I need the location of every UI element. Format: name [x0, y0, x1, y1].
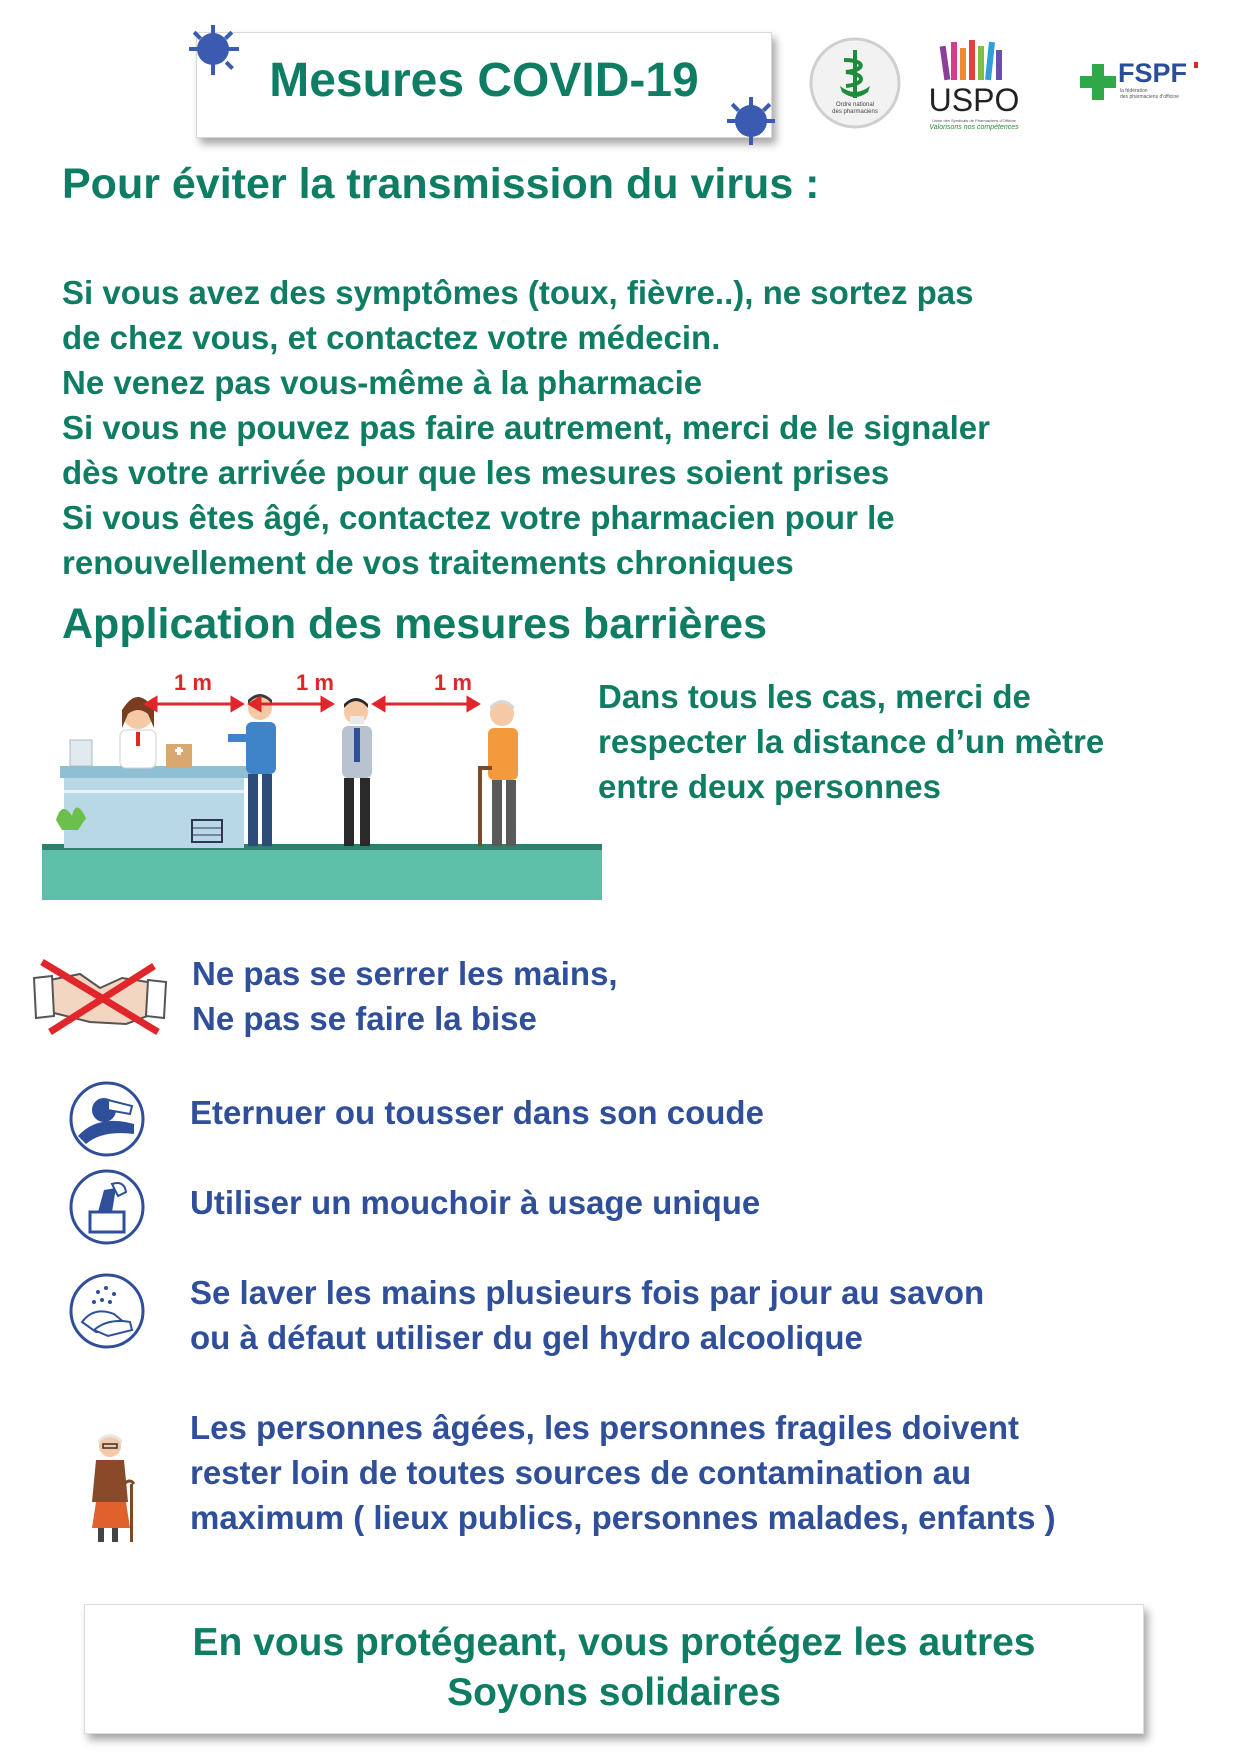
distance-label: 1 m: [434, 670, 472, 695]
measure-line: Eternuer ou tousser dans son coude: [190, 1094, 764, 1131]
paragraph-line: Ne venez pas vous-même à la pharmacie: [62, 364, 703, 401]
uspo-logo-name: USPO: [928, 82, 1020, 118]
fspf-logo: [1078, 56, 1206, 106]
paragraph-line: Si vous ne pouvez pas faire autrement, merci de le signaler: [62, 409, 990, 446]
paragraph-line: Si vous avez des symptômes (toux, fièvre..), ne sortez pas: [62, 274, 974, 311]
title-box: [196, 32, 772, 138]
fspf-logo-text: des pharmaciens d'officine: [1120, 94, 1179, 100]
measure-line: rester loin de toutes sources de contamination au: [190, 1454, 972, 1491]
handwash-icon: [68, 1272, 146, 1350]
measure-line: maximum ( lieux publics, personnes malades, enfants ): [190, 1499, 1056, 1536]
pharmacy-distance-illustration: [42, 670, 602, 900]
flag-stripe: [1194, 62, 1198, 68]
paragraph-line: entre deux personnes: [598, 768, 941, 805]
transmission-paragraph: [62, 270, 990, 585]
uspo-logo-tagline: Union des Syndicats de Pharmaciens d'Officine: [931, 118, 1017, 123]
paragraph-line: de chez vous, et contactez votre médecin.: [62, 319, 721, 356]
footer-line-2: Soyons solidaires: [447, 1671, 781, 1714]
paragraph-line: respecter la distance d’un mètre: [598, 723, 1105, 760]
measure-text-tissue: [190, 1180, 760, 1225]
distance-paragraph: [598, 674, 1104, 809]
footer-box: [84, 1604, 1144, 1734]
paragraph-line: Si vous êtes âgé, contactez votre pharmacien pour le: [62, 499, 895, 536]
page-title: Mesures COVID-19: [269, 54, 699, 107]
distance-label: 1 m: [174, 670, 212, 695]
tissue-icon: [68, 1168, 146, 1246]
uspo-logo: [924, 38, 1024, 134]
measure-line: Ne pas se faire la bise: [192, 1000, 537, 1037]
fspf-logo-name: FSPF: [1118, 58, 1188, 88]
section-title-transmission: Pour éviter la transmission du virus :: [62, 160, 820, 208]
ordre-pharmaciens-logo: [808, 36, 902, 130]
measure-line: Se laver les mains plusieurs fois par jour au savon: [190, 1274, 985, 1311]
fspf-logo-text: la fédération: [1120, 88, 1148, 94]
elderly-person-icon: [84, 1432, 144, 1544]
paragraph-line: dès votre arrivée pour que les mesures soient prises: [62, 454, 890, 491]
ordre-logo-text: des pharmaciens: [832, 109, 878, 115]
measure-line: ou à défaut utiliser du gel hydro alcoolique: [190, 1319, 863, 1356]
virus-icon: [721, 91, 781, 151]
measure-line: Ne pas se serrer les mains,: [192, 955, 618, 992]
measure-text-handwash: [190, 1270, 984, 1360]
measure-line: Les personnes âgées, les personnes fragiles doivent: [190, 1409, 1019, 1446]
ordre-logo-text: Ordre national: [835, 102, 875, 108]
measure-line: Utiliser un mouchoir à usage unique: [190, 1184, 761, 1221]
measure-text-handshake: [192, 951, 618, 1041]
uspo-logo-motto: Valorisons nos compétences: [929, 124, 1019, 131]
paragraph-line: Dans tous les cas, merci de: [598, 678, 1031, 715]
footer-line-1: En vous protégeant, vous protégez les autres: [192, 1621, 1036, 1664]
distance-label: 1 m: [296, 670, 334, 695]
measure-text-elderly: [190, 1405, 1056, 1540]
section-title-barrieres: Application des mesures barrières: [62, 600, 768, 648]
paragraph-line: renouvellement de vos traitements chroniques: [62, 544, 794, 581]
measure-text-sneeze: [190, 1090, 764, 1135]
no-handshake-icon: [30, 952, 170, 1040]
sneeze-elbow-icon: [68, 1080, 146, 1158]
